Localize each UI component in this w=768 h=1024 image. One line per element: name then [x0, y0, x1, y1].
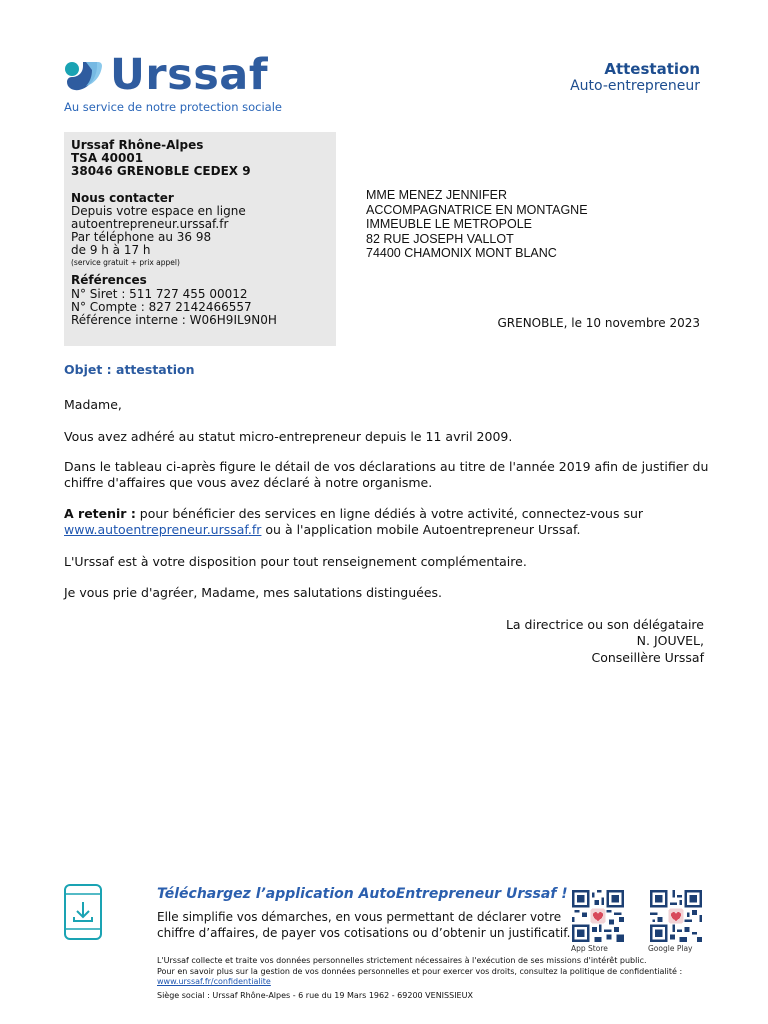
app-promo-title: Téléchargez l’application AutoEntrepreneur Urssaf !: [157, 886, 568, 902]
legal-notice: [157, 956, 682, 1001]
signature-title: Conseillère Urssaf: [591, 650, 704, 665]
recipient-city: 74400 CHAMONIX MONT BLANC: [366, 246, 557, 260]
legal-line2: Pour en savoir plus sur la gestion de vos données personnelles et pour exercer vos droits, consultez la politique de confidentialité :: [157, 966, 683, 976]
urssaf-logo: [64, 50, 282, 118]
retenir-label: A retenir :: [64, 506, 136, 521]
recipient-street: 82 RUE JOSEPH VALLOT: [366, 231, 514, 246]
signature-name: N. JOUVEL,: [636, 633, 704, 648]
paragraph-retenir: [64, 506, 643, 538]
paragraph-declarations: [64, 459, 708, 491]
siret-number: N° Siret : 511 727 455 00012: [71, 287, 248, 301]
google-play-qr-code[interactable]: [650, 890, 702, 942]
paragraph-declarations-line2: chiffre d'affaires que vous avez déclaré à notre organisme.: [64, 475, 433, 490]
retenir-text-end: ou à l'application mobile Autoentrepreneur Urssaf.: [261, 522, 581, 537]
contact-phone: Par téléphone au 36 98: [71, 230, 212, 244]
legal-line1: L'Urssaf collecte et traite vos données personnelles strictement nécessaires à l'exécution de ses missions d'intérêt public.: [157, 956, 647, 965]
app-promo-text: [157, 909, 570, 941]
app-promo-line1: Elle simplifie vos démarches, en vous permettant de déclarer votre: [157, 910, 562, 924]
document-subtitle: Auto-entrepreneur: [570, 78, 700, 94]
contact-hours: de 9 h à 17 h: [71, 243, 151, 257]
paragraph-disposition: L'Urssaf est à votre disposition pour tout renseignement complémentaire.: [64, 554, 527, 569]
app-store-label: App Store: [571, 944, 608, 953]
recipient-building: IMMEUBLE LE METROPOLE: [366, 217, 533, 231]
retenir-text: pour bénéficier des services en ligne dédiés à votre activité, connectez-vous sur: [135, 506, 644, 521]
recipient-name: MME MENEZ JENNIFER: [366, 188, 507, 202]
contact-online: Depuis votre espace en ligne: [71, 204, 246, 218]
account-number: N° Compte : 827 2142466557: [71, 300, 252, 314]
app-store-qr-code[interactable]: [572, 890, 624, 942]
contact-heading: Nous contacter: [71, 191, 174, 205]
recipient-address: [366, 188, 588, 261]
sender-info-box: [64, 132, 336, 346]
signature-role: La directrice ou son délégataire: [505, 617, 704, 632]
org-address-line1: TSA 40001: [71, 151, 144, 165]
references-heading: Références: [71, 273, 147, 287]
letter-subject: Objet : attestation: [64, 362, 195, 377]
app-promo-line2: chiffre d’affaires, de payer vos cotisations ou d’obtenir un justificatif.: [157, 926, 571, 940]
recipient-title: ACCOMPAGNATRICE EN MONTAGNE: [366, 202, 588, 217]
autoentrepreneur-link[interactable]: www.autoentrepreneur.urssaf.fr: [64, 522, 262, 537]
internal-reference: Référence interne : W06H9IL9N0H: [71, 313, 277, 327]
document-title: Attestation: [604, 60, 700, 78]
head-office: Siège social : Urssaf Rhône-Alpes - 6 rue du 19 Mars 1962 - 69200 VENISSIEUX: [157, 990, 473, 1000]
salutation: Madame,: [64, 397, 122, 412]
logo-tagline: Au service de notre protection sociale: [64, 100, 282, 114]
paragraph-closing: Je vous prie d'agréer, Madame, mes salutations distinguées.: [64, 585, 443, 600]
org-address-line2: 38046 GRENOBLE CEDEX 9: [71, 164, 251, 178]
google-play-label: Google Play: [648, 944, 693, 953]
logo-wordmark: Urssaf: [110, 50, 269, 100]
confidentiality-link[interactable]: www.urssaf.fr/confidentialite: [157, 977, 271, 986]
phone-download-icon: [63, 884, 103, 940]
contact-website: autoentrepreneur.urssaf.fr: [71, 217, 229, 231]
org-name: Urssaf Rhône-Alpes: [71, 138, 204, 152]
place-and-date: GRENOBLE, le 10 novembre 2023: [497, 316, 700, 330]
urssaf-logo-icon: [64, 58, 104, 98]
paragraph-declarations-line1: Dans le tableau ci-après figure le détail de vos déclarations au titre de l'année 2019 afin de justifier du: [64, 459, 709, 474]
contact-note: (service gratuit + prix appel): [71, 258, 180, 267]
paragraph-adhesion: Vous avez adhéré au statut micro-entrepreneur depuis le 11 avril 2009.: [64, 429, 513, 444]
